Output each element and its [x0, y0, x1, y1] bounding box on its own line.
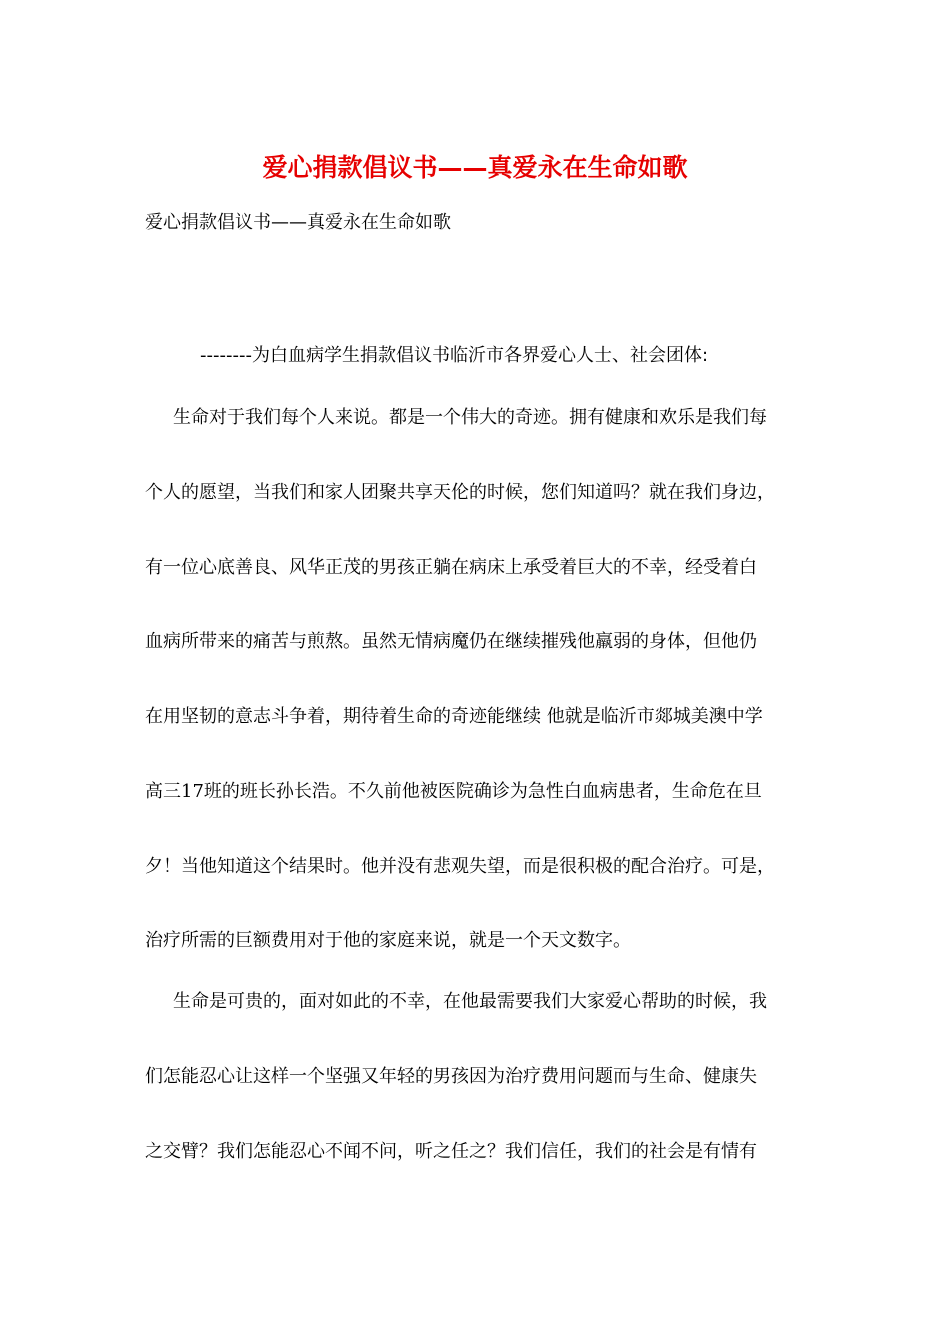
paragraph1-line7: 夕！当他知道这个结果时。他并没有悲观失望，而是很积极的配合治疗。可是， [145, 856, 775, 877]
paragraph1-line6-end: 班的班长孙长浩。不久前他被医院确诊为急性白血病患者，生命危在旦 [203, 781, 762, 802]
paragraph1-line8: 治疗所需的巨额费用对于他的家庭来说，就是一个天文数字。 [145, 930, 631, 951]
class-number: 17 [181, 781, 204, 802]
paragraph1-line6-start: 高三 [145, 781, 181, 802]
paragraph1-line2: 个人的愿望，当我们和家人团聚共享天伦的时候，您们知道吗？就在我们身边， [145, 482, 775, 503]
paragraph2-line2: 们怎能忍心让这样一个坚强又年轻的男孩因为治疗费用问题而与生命、健康失 [145, 1066, 757, 1087]
document-title: 爱心捐款倡议书——真爱永在生命如歌 [262, 153, 688, 182]
paragraph2-line1: 生命是可贵的，面对如此的不幸，在他最需要我们大家爱心帮助的时候，我 [173, 991, 767, 1012]
paragraph1-line3: 有一位心底善良、风华正茂的男孩正躺在病床上承受着巨大的不幸，经受着白 [145, 557, 757, 578]
paragraph2-line3: 之交臂？我们怎能忍心不闻不问，听之任之？我们信任，我们的社会是有情有 [145, 1141, 757, 1162]
paragraph1-line1: 生命对于我们每个人来说。都是一个伟大的奇迹。拥有健康和欢乐是我们每 [173, 407, 767, 428]
salutation-line: --------为白血病学生捐款倡议书临沂市各界爱心人士、社会团体: [200, 345, 709, 366]
document-subtitle: 爱心捐款倡议书——真爱永在生命如歌 [145, 212, 451, 233]
paragraph1-line6 [145, 778, 762, 806]
paragraph1-line4: 血病所带来的痛苦与煎熬。虽然无情病魔仍在继续摧残他羸弱的身体，但他仍 [145, 631, 757, 652]
paragraph1-line5: 在用坚韧的意志斗争着，期待着生命的奇迹能继续 他就是临沂市郯城美澳中学 [145, 706, 763, 727]
